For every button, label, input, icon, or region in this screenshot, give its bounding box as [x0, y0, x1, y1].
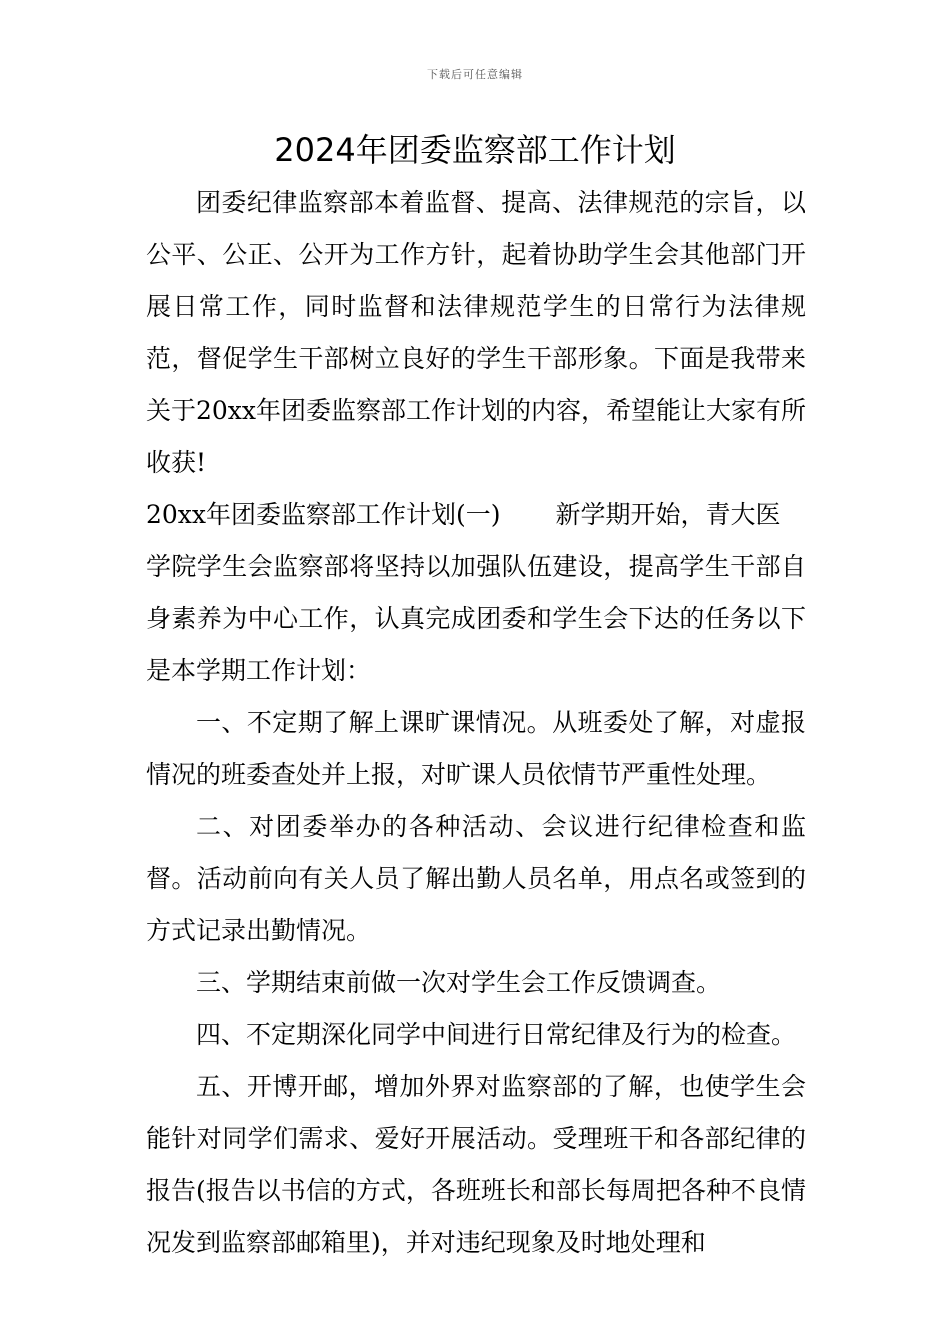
plan-item-4: 四、不定期深化同学中间进行日常纪律及行为的检查。: [196, 1020, 797, 1049]
section-opening-line: [146, 489, 806, 541]
plan-item-1: 一、不定期了解上课旷课情况。从班委处了解，对虚报情况的班委查处并上报，对旷课人员依情节严重性处理。: [146, 708, 806, 789]
intro-paragraph: 团委纪律监察部本着监督、提高、法律规范的宗旨，以 公平、公正、公开为工作方针，起着协助学生会其他部门开展日常工作，同时监督和法律规范学生的日常行为法律规范，督促学生干部树立良好的学生干部形象。下面是我带来关于20xx年团委监察部工作计划的内容，希望能让大家有所收获!: [146, 188, 807, 477]
plan-item-5: 五、开博开邮，增加外界对监察部的了解，也使学生会能针对同学们需求、爱好开展活动。受理班干和各部纪律的报告(报告以书信的方式，各班班长和部长每周把各种不良情况发到监察部邮箱里)，并对违纪现象及时地处理和: [146, 1072, 806, 1257]
plan-item-3: 三、学期结束前做一次对学生会工作反馈调查。: [196, 968, 722, 997]
section-paragraph: 学院学生会监察部将坚持以加强队伍建设，提高学生干部自身素养为中心工作，认真完成团委和学生会下达的任务以下是本学期工作计划：: [146, 552, 806, 685]
section-lead-text: 新学期开始，青大医: [555, 500, 781, 529]
section-heading: 20xx年团委监察部工作计划(一): [146, 500, 501, 529]
document-body: [146, 177, 806, 1269]
plan-item-2: 二、对团委举办的各种活动、会议进行纪律检查和监督。活动前向有关人员了解出勤人员名单，用点名或签到的方式记录出勤情况。: [146, 812, 806, 945]
document-title: 2024年团委监察部工作计划: [274, 131, 676, 169]
header-note: 下载后可任意编辑: [427, 68, 523, 81]
